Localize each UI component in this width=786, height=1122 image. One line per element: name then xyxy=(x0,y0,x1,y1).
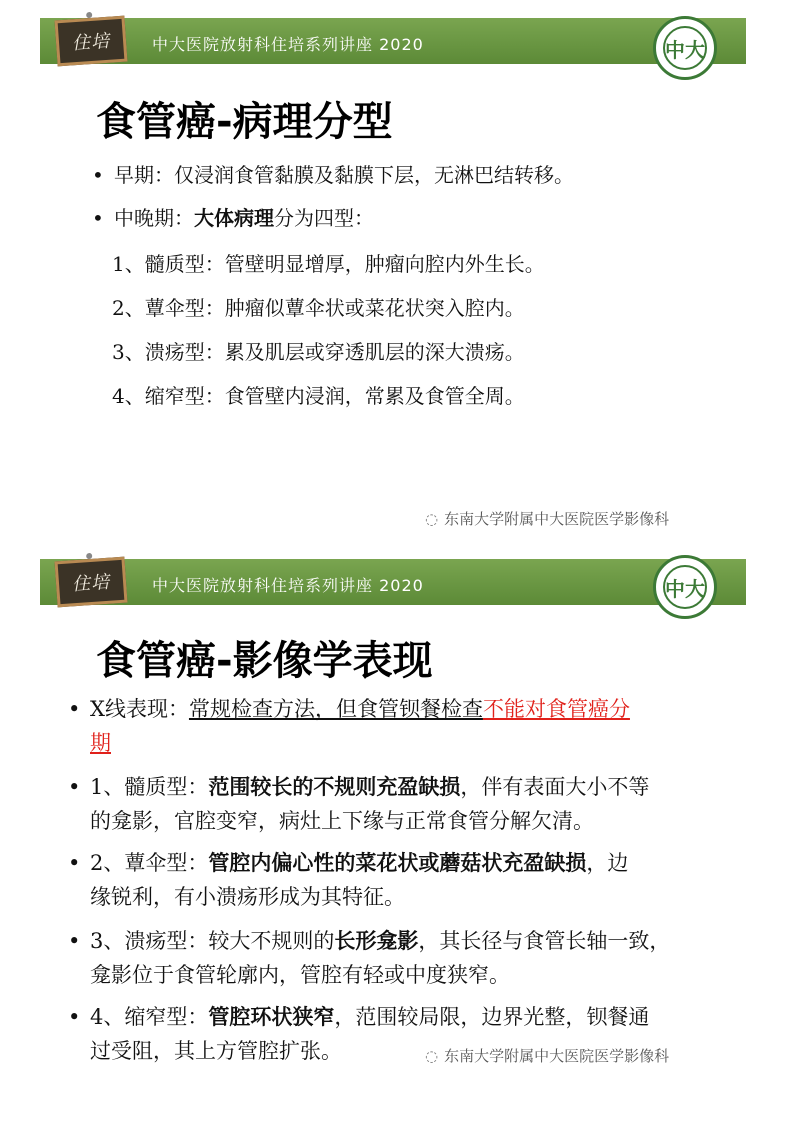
seal-emblem: 中大 xyxy=(663,565,707,609)
chalkboard-badge xyxy=(54,557,127,608)
list-item-continuation: 过受阻，其上方管腔扩张。 xyxy=(90,1039,342,1063)
bullet: • xyxy=(68,851,81,875)
list-item: • 2、蕈伞型：管腔内偏心性的菜花状或蘑菇状充盈缺损，边 xyxy=(68,845,628,881)
list-item: • 1、髓质型：范围较长的不规则充盈缺损，伴有表面大小不等 xyxy=(68,769,649,805)
list-item-continuation: 期 xyxy=(90,731,111,755)
pin-icon xyxy=(86,553,92,559)
slide-title: 食管癌-影像学表现 xyxy=(96,638,433,684)
bullet: • xyxy=(68,697,81,721)
pin-icon xyxy=(86,12,92,18)
hospital-seal-logo xyxy=(653,555,717,619)
list-item-continuation: 龛影位于食管轮廓内，管腔有轻或中度狭窄。 xyxy=(90,963,510,987)
wechat-icon: ◌ xyxy=(425,510,439,528)
list-item: 2、蕈伞型：肿瘤似蕈伞状或菜花状突入腔内。 xyxy=(112,296,525,320)
bullet: • xyxy=(92,206,104,230)
bullet: • xyxy=(68,929,81,953)
banner-title: 中大医院放射科住培系列讲座 2020 xyxy=(152,35,424,54)
list-item: • 早期：仅浸润食管黏膜及黏膜下层，无淋巴结转移。 xyxy=(92,160,574,190)
slide-title: 食管癌-病理分型 xyxy=(96,99,393,145)
chalkboard-badge xyxy=(54,16,127,67)
list-item: 1、髓质型：管壁明显增厚，肿瘤向腔内外生长。 xyxy=(112,252,545,276)
bullet: • xyxy=(68,1005,81,1029)
seal-emblem: 中大 xyxy=(663,26,707,70)
bullet: • xyxy=(92,163,104,187)
badge-text: 住培 xyxy=(71,571,111,596)
list-item: 4、缩窄型：食管壁内浸润，常累及食管全周。 xyxy=(112,384,525,408)
list-item: • 4、缩窄型：管腔环状狭窄，范围较局限，边界光整，钡餐通 xyxy=(68,999,649,1035)
list-item-continuation: 缘锐利，有小溃疡形成为其特征。 xyxy=(90,885,405,909)
wechat-icon: ◌ xyxy=(425,1047,439,1065)
bullet: • xyxy=(68,775,81,799)
list-item: • 中晚期：大体病理分为四型： xyxy=(92,203,374,233)
list-item-continuation: 的龛影，官腔变窄，病灶上下缘与正常食管分解欠清。 xyxy=(90,809,594,833)
list-item: 3、溃疡型：累及肌层或穿透肌层的深大溃疡。 xyxy=(112,340,525,364)
watermark: ◌ 东南大学附属中大医院医学影像科 xyxy=(425,1047,670,1065)
hospital-seal-logo xyxy=(653,16,717,80)
badge-text: 住培 xyxy=(71,30,111,55)
banner-title: 中大医院放射科住培系列讲座 2020 xyxy=(152,576,424,595)
watermark: ◌ 东南大学附属中大医院医学影像科 xyxy=(425,510,670,528)
list-item: • X线表现：常规检查方法，但食管钡餐检查不能对食管癌分 xyxy=(68,691,630,727)
slide-pathology xyxy=(0,0,786,545)
slide-imaging xyxy=(0,545,786,1122)
list-item: • 3、溃疡型：较大不规则的长形龛影，其长径与食管长轴一致， xyxy=(68,923,670,959)
